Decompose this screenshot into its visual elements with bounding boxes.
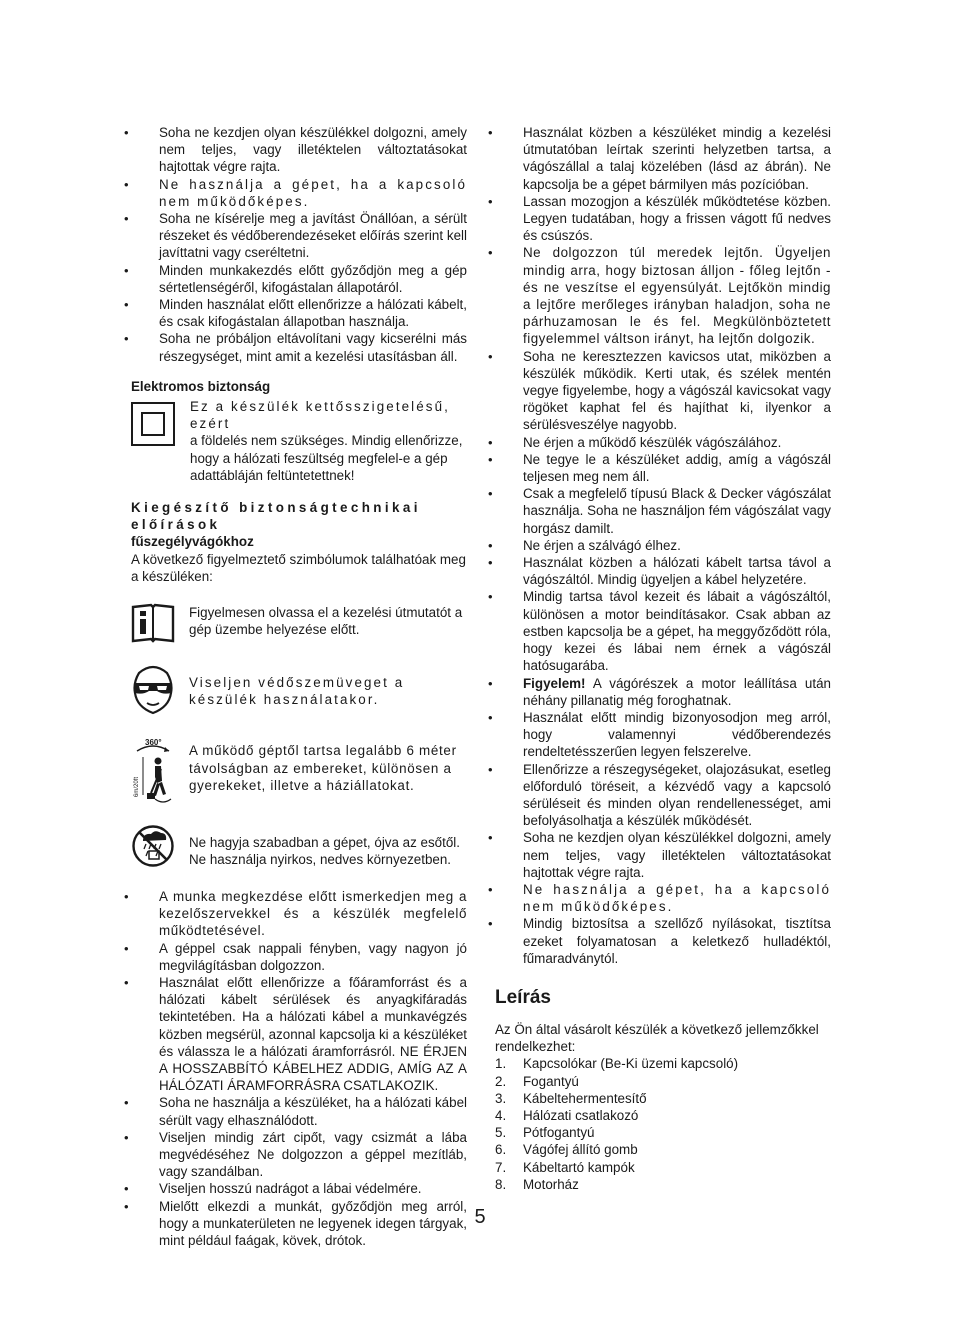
distance-angle-label: 360° <box>145 738 162 748</box>
symbol-row-rain <box>131 824 467 872</box>
list-item: • Viseljen hosszú nadrágot a lábai védelmére. <box>131 1180 467 1197</box>
electrical-safety-heading: Elektromos biztonság <box>131 378 271 394</box>
no-rain-icon <box>131 824 175 872</box>
part-label: Kábeltehermentesítő <box>523 1090 647 1106</box>
list-item: • Ne dolgozzon túl meredek lejtőn. Ügyeljen mindig arra, hogy biztosan álljon - főleg lejtőn - és ne veszítse el egyensúlyát. Lejtőkön mindig a lejtőre merőleges irányban haladjon, soha ne párhuzamosan le és fel. Megkülönböztetett figyelemmel váltson irányt, ha lejtőn dolgozik. <box>495 244 831 347</box>
list-item: • Használat előtt mindig bizonyosodjon meg arról, hogy valamennyi védőberendezés rendeltetésszerűen legyen felszerelve. <box>495 709 831 761</box>
list-item: • Ne használja a gépet, ha a kapcsoló nem működőképes. <box>131 176 467 210</box>
part-number: 2. <box>495 1073 507 1089</box>
list-item: • Ellenőrizze a részegységeket, olajozásukat, esetleg előforduló töréseit, a kézvédő vagy a kapcsoló sérüléseit és minden olyan rendellenességet, ami befolyásolhatja a készülék működését. <box>495 761 831 830</box>
part-label: Vágófej állító gomb <box>523 1142 638 1158</box>
parts-list-item <box>495 1090 831 1107</box>
parts-list <box>495 1055 831 1193</box>
part-number: 5. <box>495 1125 507 1141</box>
part-number: 6. <box>495 1142 507 1158</box>
parts-list-item <box>495 1073 831 1090</box>
symbol-text: Ne hagyja szabadban a gépet, ójva az esőtől. Ne használja nyirkos, nedves környezetben. <box>189 834 460 867</box>
parts-list-item <box>495 1141 831 1158</box>
part-label: Motorház <box>523 1176 579 1192</box>
electrical-safety-text <box>190 398 467 484</box>
list-item <box>495 675 831 709</box>
list-item: • Soha ne próbáljon eltávolítani vagy kicserélni más részegységet, mint amit a kezelési utasításban áll. <box>131 330 467 364</box>
parts-list-item <box>495 1055 831 1072</box>
list-item: • Lassan mozogjon a készülék működtetése közben. Legyen tudatában, hogy a frissen vágott fű nedves és csúszós. <box>495 193 831 245</box>
warning-text: A vágórészek a motor leállítása után néhány pillanatig még foroghatnak. <box>523 675 831 708</box>
symbol-text <box>189 742 467 794</box>
list-item: • A munka megkezdése előtt ismerkedjen meg a kezelőszervekkel és a készülék megfelelő működtetésével. <box>131 888 467 940</box>
page-number: 5 <box>474 1206 486 1228</box>
part-number: 3. <box>495 1090 507 1106</box>
list-item: • A géppel csak nappali fényben, vagy nagyon jó megvilágításban dolgozzon. <box>131 940 467 974</box>
safety-bullets-top <box>131 124 467 365</box>
parts-list-item <box>495 1107 831 1124</box>
distance-6m-icon <box>131 737 175 811</box>
list-item: • Mindig biztosítsa a szellőző nyílásokat, tisztítsa ezeket folyamatosan a keletkező hulladéktól, fűmaradványtól. <box>495 915 831 967</box>
accessory-heading-line2: fűszegélyvágókhoz <box>131 534 254 550</box>
list-item: • Viseljen mindig zárt cipőt, vagy csizmát a lába megvédéséhez Ne dolgozzon a géppel mezítláb, vagy szandálban. <box>131 1129 467 1181</box>
list-item: • Soha ne kísérelje meg a javítást Önállóan, a sérült részeket és védőberendezéseket előírás szerint kell javíttatni vagy cseréltetni. <box>131 210 467 262</box>
safety-bullets-bottom <box>131 888 467 1249</box>
list-item: • Ne használja a gépet, ha a kapcsoló nem működőképes. <box>495 881 831 915</box>
list-item: • Soha ne használja a készüléket, ha a hálózati kábel sérült vagy elhasználódott. <box>131 1094 467 1128</box>
list-item: • Csak a megfelelő típusú Black & Decker vágószálat használja. Soha ne használjon fém vágószálat vagy horgász damilt. <box>495 485 831 537</box>
electrical-text-rest: a földelés nem szükséges. Mindig ellenőrizze, hogy a hálózati feszültség megfelel-e a gép adattábláján feltüntetettnek! <box>190 433 463 483</box>
part-label: Pótfogantyú <box>523 1125 595 1141</box>
electrical-safety-block <box>131 398 467 484</box>
description-intro: Az Ön által vásárolt készülék a következő jellemzőkkel rendelkezhet: <box>495 1021 819 1055</box>
part-label: Kábeltartó kampók <box>523 1159 635 1175</box>
symbol-row-manual <box>131 601 467 649</box>
list-item: • Ne tegye le a készüléket addig, amíg a vágószál teljesen meg nem áll. <box>495 451 831 485</box>
left-column <box>131 124 467 1249</box>
distance-text: A működő géptől tartsa legalább 6 méter távolságban az embereket, különösen a gyerekeket, illetve a háziállatokat. <box>189 743 457 793</box>
accessory-heading <box>131 499 467 551</box>
list-item: • Soha ne keresztezzen kavicsos utat, miközben a készülék működik. Kerti utak, és szélek mentén vegye figyelembe, hogy a vágószál kavicsokat vagy rögöket kaphat fel és hajíthat ki, ilyenkor a sérülésveszélye nagyobb. <box>495 348 831 434</box>
accessory-heading-line1: Kiegészítő biztonságtechnikai előírások <box>131 500 421 533</box>
goggles-text: Viseljen védőszemüveget a készülék használatakor. <box>189 675 405 708</box>
list-item: • Mindig tartsa távol kezeit és lábait a vágószáltól, különösen a motor beindításakor. Csak abban az estben kapcsolja be a gépet, ha meggyőződött róla, hogy kezei és lábai nem érnek a vágószál hatósugarába. <box>495 588 831 674</box>
warning-label: Figyelem! <box>523 675 586 691</box>
right-column <box>495 124 831 1193</box>
part-number: 4. <box>495 1107 507 1123</box>
list-item: • Mielőtt elkezdi a munkát, győződjön meg arról, hogy a munkaterületen ne legyenek idegen tárgyak, mint például faágak, kövek, drótok. <box>131 1198 467 1250</box>
description-heading: Leírás <box>495 986 551 1008</box>
list-item: • Használat közben a hálózati kábelt tartsa távol a vágószáltól. Mindig ügyeljen a kábel helyzetére. <box>495 554 831 588</box>
symbol-text: Figyelmesen olvassa el a kezelési útmutatót a gép üzembe helyezése előtt. <box>189 605 463 638</box>
list-item: • Soha ne kezdjen olyan készülékkel dolgozni, amely nem teljes, vagy illetéktelen változtatásokat hajtottak végre rajta. <box>131 124 467 176</box>
manual-book-icon <box>131 601 175 649</box>
part-label: Kapcsolókar (Be-Ki üzemi kapcsoló) <box>523 1056 739 1072</box>
part-number: 7. <box>495 1159 507 1175</box>
list-item: • Soha ne kezdjen olyan készülékkel dolgozni, amely nem teljes, vagy illetéktelen változtatásokat hajtottak végre rajta. <box>495 829 831 881</box>
parts-list-item <box>495 1159 831 1176</box>
list-item: • Ne érjen a szálvágó élhez. <box>495 537 831 554</box>
distance-side-label: 6m/20ft <box>134 777 140 798</box>
part-number: 1. <box>495 1056 507 1072</box>
part-number: 8. <box>495 1176 507 1192</box>
electrical-text-line: Ez a készülék kettősszigetelésű, ezért <box>190 399 450 432</box>
parts-list-item <box>495 1176 831 1193</box>
list-item: • Használat közben a készüléket mindig a kezelési útmutatóban leírtak szerinti helyzetben tartsa, a vágószállal a talaj közelében (lásd az ábrán). Ne kapcsolja be a gépet bármilyen más pozícióban. <box>495 124 831 193</box>
symbol-row-distance <box>131 737 467 811</box>
part-label: Fogantyú <box>523 1073 579 1089</box>
parts-list-item <box>495 1124 831 1141</box>
symbol-row-goggles <box>131 665 467 719</box>
list-item: • Használat előtt ellenőrizze a főáramforrást és a hálózati kábelt sérülések és anyagkifáradás tekintetében. Ha a hálózati kábel a munkavégzés közben megsérül, azonnal kapcsolja ki a készüléket és válassza le a hálózati áramforrásról. NE ÉRJEN A HOSSZABBÍTÓ KÁBELHEZ ADDIG, AMÍG AZ A HÁLÓZATI ÁRAMFORRÁSRA CSATLAKOZIK. <box>131 974 467 1094</box>
list-item: • Minden munkakezdés előtt győződjön meg a gép sértetlenségéről, kifogástalan állapotáról. <box>131 262 467 296</box>
part-label: Hálózati csatlakozó <box>523 1107 639 1123</box>
list-item: • Minden használat előtt ellenőrizze a hálózati kábelt, és csak kifogástalan állapotban használja. <box>131 296 467 330</box>
symbol-text <box>189 674 467 708</box>
double-insulation-icon <box>131 402 175 446</box>
safety-goggles-icon <box>131 665 175 719</box>
accessory-intro: A következő figyelmeztető szimbólumok találhatóak meg a készüléken: <box>131 551 466 584</box>
list-item: • Ne érjen a működő készülék vágószálához. <box>495 434 831 451</box>
safety-bullets-right <box>495 124 831 967</box>
